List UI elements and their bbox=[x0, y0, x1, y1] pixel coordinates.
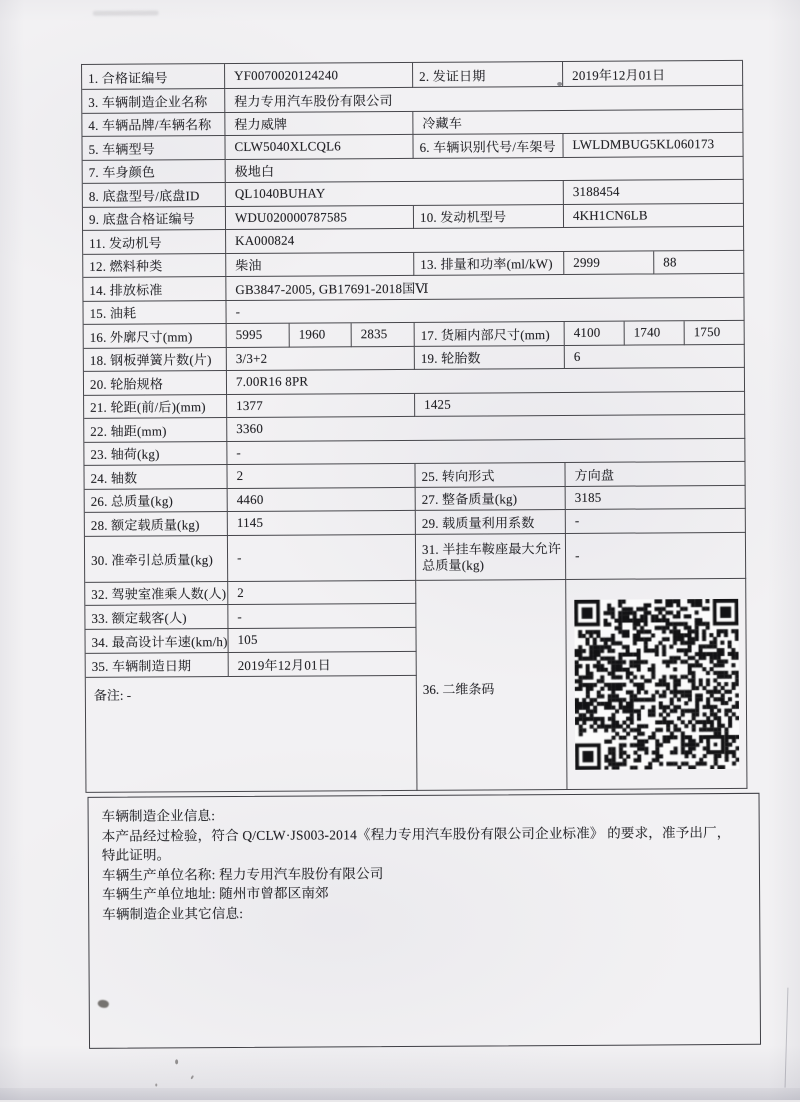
field-label: 6. 车辆识别代号/车架号 bbox=[413, 134, 563, 158]
field-value: - bbox=[228, 534, 416, 581]
field-label: 15. 油耗 bbox=[83, 301, 226, 325]
field-label: 35. 车辆制造日期 bbox=[86, 653, 229, 678]
field-value: 2999 bbox=[564, 251, 654, 275]
table-row bbox=[85, 580, 416, 606]
scan-speck bbox=[175, 1059, 178, 1064]
field-label: 21. 轮距(前/后)(mm) bbox=[84, 395, 227, 419]
footer-line: 车辆制造企业信息: bbox=[101, 808, 216, 824]
field-value: 程力专用汽车股份有限公司 bbox=[225, 86, 743, 113]
qr-code-cell bbox=[566, 578, 747, 789]
field-value: 88 bbox=[654, 250, 744, 274]
table-row bbox=[85, 604, 416, 630]
field-label: 26. 总质量(kg) bbox=[85, 489, 228, 513]
field-label: 20. 轮胎规格 bbox=[84, 371, 227, 395]
field-label: 34. 最高设计车速(km/h) bbox=[85, 629, 228, 654]
field-value: 4KH1CN6LB bbox=[564, 203, 744, 228]
field-label: 30. 准牵引总质量(kg) bbox=[85, 536, 228, 583]
field-value: 4460 bbox=[228, 487, 416, 512]
bottom-left-rows bbox=[85, 580, 417, 792]
field-value: 7.00R16 8PR bbox=[227, 368, 745, 395]
field-value: - bbox=[566, 509, 746, 534]
field-label: 12. 燃料种类 bbox=[83, 254, 226, 278]
field-label: 14. 排放标准 bbox=[83, 277, 226, 301]
field-value: - bbox=[227, 438, 745, 465]
certificate-table bbox=[81, 60, 747, 793]
field-value: 1740 bbox=[625, 321, 685, 345]
field-value: 极地白 bbox=[226, 156, 744, 183]
field-value: 2 bbox=[227, 464, 415, 489]
table-bottom-region bbox=[85, 578, 747, 792]
field-value: 105 bbox=[228, 628, 416, 653]
field-label: 18. 钢板弹簧片数(片) bbox=[84, 348, 227, 372]
field-value: 方向盘 bbox=[565, 462, 745, 487]
qr-code-icon bbox=[574, 598, 739, 769]
field-label: 7. 车身颜色 bbox=[83, 160, 226, 184]
field-label: 22. 轴距(mm) bbox=[84, 418, 227, 442]
field-label: 5. 车辆型号 bbox=[82, 136, 225, 160]
scan-smudge bbox=[93, 10, 159, 15]
field-value: 2835 bbox=[352, 323, 415, 347]
table-row bbox=[86, 652, 417, 678]
field-value: 5995 bbox=[227, 324, 290, 348]
field-label: 9. 底盘合格证编号 bbox=[83, 207, 226, 231]
field-label: 29. 载质量利用系数 bbox=[416, 510, 566, 534]
manufacturer-info-box bbox=[88, 793, 762, 1049]
scan-speck bbox=[155, 1083, 157, 1086]
remark-cell: 备注: - bbox=[86, 675, 418, 792]
field-value: 1960 bbox=[290, 323, 352, 347]
field-label: 2. 发证日期 bbox=[413, 62, 563, 88]
paper-edge-line bbox=[785, 988, 789, 1088]
table-row bbox=[85, 532, 746, 582]
field-value: 1145 bbox=[228, 511, 416, 536]
field-value: 冷藏车 bbox=[413, 109, 743, 135]
qr-section-label: 36. 二维条码 bbox=[416, 579, 567, 790]
field-value: 3360 bbox=[227, 415, 745, 442]
field-value: 6 bbox=[565, 344, 745, 369]
footer-line: 本产品经过检验，符合 Q/CLW·JS003-2014《程力专用汽车股份有限公司企业标准》 的要求，准予出厂， bbox=[101, 824, 731, 844]
field-value: 2019年12月01日 bbox=[563, 61, 743, 87]
field-value: LWLDMBUG5KL060173 bbox=[563, 133, 743, 158]
field-label: 27. 整备质量(kg) bbox=[416, 486, 566, 510]
field-value: 1425 bbox=[415, 391, 745, 417]
field-label: 24. 轴数 bbox=[84, 465, 227, 489]
field-value: 柴油 bbox=[226, 252, 414, 277]
field-label: 1. 合格证编号 bbox=[82, 64, 225, 90]
field-label: 28. 额定载质量(kg) bbox=[85, 512, 228, 536]
field-label: 33. 额定载客(人) bbox=[85, 605, 228, 630]
field-value: 1377 bbox=[227, 393, 415, 418]
field-label: 32. 驾驶室准乘人数(人) bbox=[85, 582, 228, 607]
field-label: 8. 底盘型号/底盘ID bbox=[83, 183, 226, 207]
field-value: GB3847-2005, GB17691-2018国Ⅵ bbox=[226, 274, 744, 301]
field-label: 25. 转向形式 bbox=[415, 463, 565, 487]
field-value: CLW5040XLCQL6 bbox=[225, 135, 413, 160]
field-value: 2019年12月01日 bbox=[229, 652, 417, 677]
field-value: 4100 bbox=[565, 322, 625, 346]
field-label: 19. 轮胎数 bbox=[415, 345, 565, 369]
field-value: QL1040BUHAY bbox=[226, 181, 564, 207]
field-value: WDU020000787585 bbox=[226, 205, 414, 230]
scan-speck bbox=[190, 1075, 194, 1079]
field-value: 3/3+2 bbox=[227, 346, 415, 371]
field-value: - bbox=[226, 297, 744, 324]
field-value: - bbox=[566, 532, 746, 579]
field-value: 3188454 bbox=[564, 180, 744, 205]
field-value: 程力威牌 bbox=[225, 111, 413, 136]
field-label: 10. 发动机型号 bbox=[414, 204, 564, 228]
table-row bbox=[85, 628, 416, 654]
field-value: - bbox=[228, 604, 416, 629]
field-label: 23. 轴荷(kg) bbox=[84, 442, 227, 466]
scanner-shadow bbox=[0, 1088, 800, 1100]
field-label: 3. 车辆制造企业名称 bbox=[82, 89, 225, 113]
field-label: 11. 发动机号 bbox=[83, 230, 226, 254]
field-value: 3185 bbox=[566, 485, 746, 510]
field-label: 31. 半挂车鞍座最大允许总质量(kg) bbox=[416, 533, 566, 580]
footer-line: 车辆制造企业其它信息: bbox=[102, 905, 244, 922]
field-label: 4. 车辆品牌/车辆名称 bbox=[82, 113, 225, 137]
footer-line: 车辆生产单位地址: 随州市曾都区南郊 bbox=[102, 885, 329, 902]
field-label: 17. 货厢内部尺寸(mm) bbox=[415, 322, 565, 346]
field-value: YF0070020124240 bbox=[225, 63, 413, 89]
footer-line: 特此证明。 bbox=[101, 847, 171, 863]
field-value: 1750 bbox=[685, 321, 745, 345]
field-value: KA000824 bbox=[226, 227, 744, 254]
field-label: 13. 排量和功率(ml/kW) bbox=[414, 251, 564, 275]
scan-speck bbox=[557, 82, 562, 86]
field-label: 16. 外廓尺寸(mm) bbox=[84, 324, 227, 348]
footer-line: 车辆生产单位名称: 程力专用汽车股份有限公司 bbox=[101, 865, 384, 883]
field-value: 2 bbox=[228, 580, 416, 605]
